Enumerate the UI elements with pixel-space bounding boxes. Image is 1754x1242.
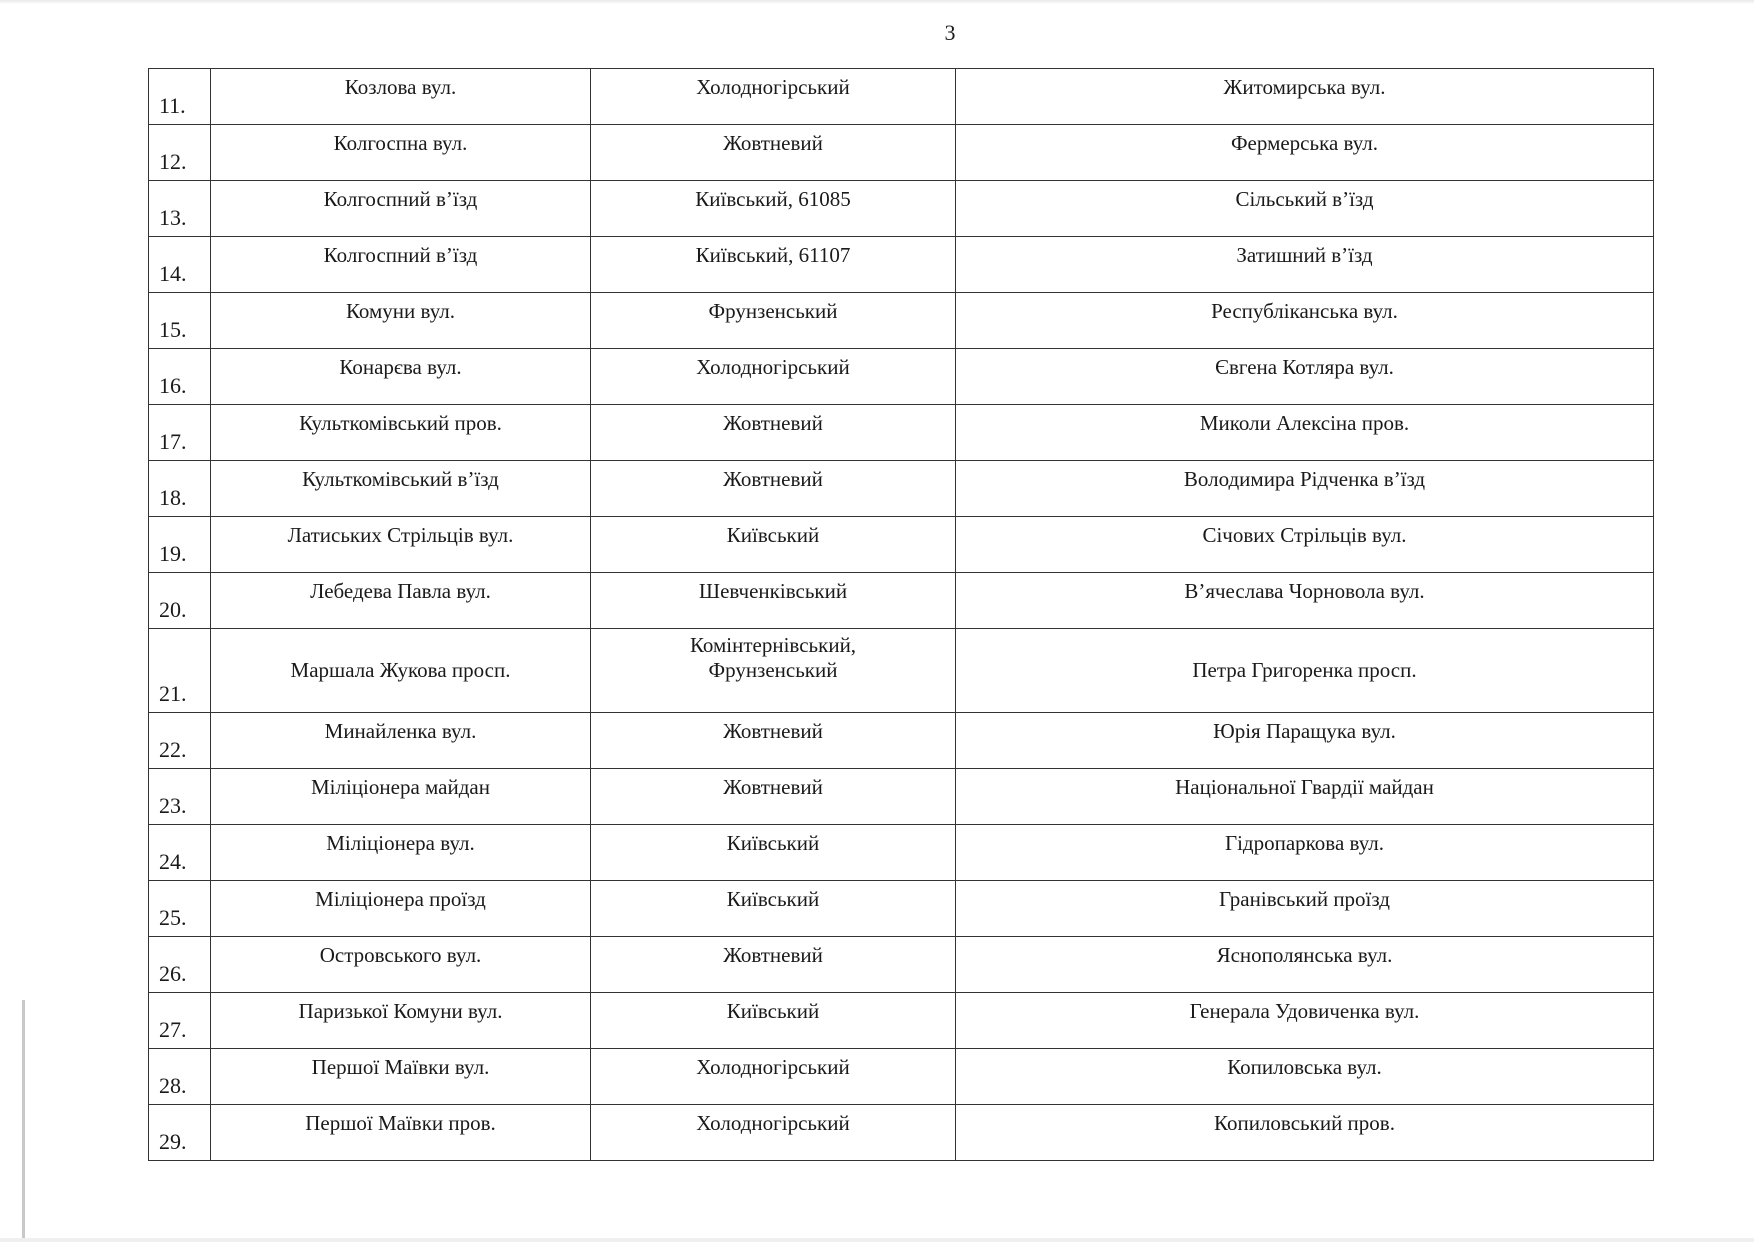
row-number: 27. bbox=[149, 993, 211, 1049]
district: Жовтневий bbox=[591, 461, 956, 517]
district: Київський, 61107 bbox=[591, 237, 956, 293]
table-row bbox=[149, 573, 1654, 629]
table-row bbox=[149, 405, 1654, 461]
new-street-name: Генерала Удовиченка вул. bbox=[956, 993, 1654, 1049]
new-street-name: Юрія Паращука вул. bbox=[956, 713, 1654, 769]
table-row bbox=[149, 125, 1654, 181]
table-row bbox=[149, 825, 1654, 881]
page-number: 3 bbox=[944, 20, 956, 45]
row-number: 22. bbox=[149, 713, 211, 769]
new-street-name: Житомирська вул. bbox=[956, 69, 1654, 125]
district: Шевченківський bbox=[591, 573, 956, 629]
street-rename-table bbox=[148, 68, 1654, 1161]
row-number: 12. bbox=[149, 125, 211, 181]
table-row bbox=[149, 517, 1654, 573]
district: Київський bbox=[591, 517, 956, 573]
new-street-name: Затишний в’їзд bbox=[956, 237, 1654, 293]
old-street-name: Міліціонера вул. bbox=[211, 825, 591, 881]
old-street-name: Минайленка вул. bbox=[211, 713, 591, 769]
row-number: 19. bbox=[149, 517, 211, 573]
table-row bbox=[149, 69, 1654, 125]
table-row bbox=[149, 629, 1654, 713]
district: Жовтневий bbox=[591, 937, 956, 993]
new-street-name: Фермерська вул. bbox=[956, 125, 1654, 181]
new-street-name: Національної Гвардії майдан bbox=[956, 769, 1654, 825]
new-street-name: Копиловська вул. bbox=[956, 1049, 1654, 1105]
row-number: 24. bbox=[149, 825, 211, 881]
row-number: 25. bbox=[149, 881, 211, 937]
new-street-name: Миколи Алексіна пров. bbox=[956, 405, 1654, 461]
row-number: 13. bbox=[149, 181, 211, 237]
new-street-name: Сільський в’їзд bbox=[956, 181, 1654, 237]
table-body bbox=[149, 69, 1654, 1161]
district-line: Фрунзенський bbox=[708, 658, 838, 682]
district: Фрунзенський bbox=[591, 293, 956, 349]
table-row bbox=[149, 349, 1654, 405]
table-row bbox=[149, 461, 1654, 517]
old-street-name: Колгоспний в’їзд bbox=[211, 181, 591, 237]
old-street-name: Конарєва вул. bbox=[211, 349, 591, 405]
row-number: 21. bbox=[149, 629, 211, 713]
old-street-name: Островського вул. bbox=[211, 937, 591, 993]
old-street-name: Культкомівський пров. bbox=[211, 405, 591, 461]
old-street-name: Колгоспний в’їзд bbox=[211, 237, 591, 293]
new-street-name: Січових Стрільців вул. bbox=[956, 517, 1654, 573]
district: Жовтневий bbox=[591, 125, 956, 181]
scan-edge-top bbox=[0, 0, 1754, 4]
district: Холодногірський bbox=[591, 1049, 956, 1105]
district: Жовтневий bbox=[591, 713, 956, 769]
row-number: 15. bbox=[149, 293, 211, 349]
new-street-name: Яснополянська вул. bbox=[956, 937, 1654, 993]
new-street-name: Євгена Котляра вул. bbox=[956, 349, 1654, 405]
row-number: 14. bbox=[149, 237, 211, 293]
new-street-name: Володимира Рідченка в’їзд bbox=[956, 461, 1654, 517]
old-street-name: Комуни вул. bbox=[211, 293, 591, 349]
new-street-name: Гранівський проїзд bbox=[956, 881, 1654, 937]
table-row bbox=[149, 937, 1654, 993]
row-number: 18. bbox=[149, 461, 211, 517]
old-street-name: Першої Маївки вул. bbox=[211, 1049, 591, 1105]
old-street-name: Латиських Стрільців вул. bbox=[211, 517, 591, 573]
new-street-name: Петра Григоренка просп. bbox=[956, 629, 1654, 713]
table-row bbox=[149, 993, 1654, 1049]
district: Холодногірський bbox=[591, 1105, 956, 1161]
district: Київський bbox=[591, 825, 956, 881]
row-number: 26. bbox=[149, 937, 211, 993]
new-street-name: В’ячеслава Чорновола вул. bbox=[956, 573, 1654, 629]
new-street-name: Гідропаркова вул. bbox=[956, 825, 1654, 881]
new-street-name: Республіканська вул. bbox=[956, 293, 1654, 349]
scan-edge-bottom bbox=[0, 1238, 1754, 1242]
district: Холодногірський bbox=[591, 349, 956, 405]
old-street-name: Міліціонера проїзд bbox=[211, 881, 591, 937]
row-number: 16. bbox=[149, 349, 211, 405]
old-street-name: Козлова вул. bbox=[211, 69, 591, 125]
district: Жовтневий bbox=[591, 405, 956, 461]
table-row bbox=[149, 181, 1654, 237]
table-row bbox=[149, 237, 1654, 293]
district: Жовтневий bbox=[591, 769, 956, 825]
old-street-name: Колгоспна вул. bbox=[211, 125, 591, 181]
district: Київський, 61085 bbox=[591, 181, 956, 237]
old-street-name: Лебедева Павла вул. bbox=[211, 573, 591, 629]
district-line: Комінтернівський, bbox=[689, 633, 857, 657]
row-number: 23. bbox=[149, 769, 211, 825]
row-number: 29. bbox=[149, 1105, 211, 1161]
old-street-name: Культкомівський в’їзд bbox=[211, 461, 591, 517]
row-number: 20. bbox=[149, 573, 211, 629]
old-street-name: Маршала Жукова просп. bbox=[211, 629, 591, 713]
district: Київський bbox=[591, 881, 956, 937]
district: Київський bbox=[591, 993, 956, 1049]
table-row bbox=[149, 881, 1654, 937]
district: Холодногірський bbox=[591, 69, 956, 125]
table-row bbox=[149, 769, 1654, 825]
row-number: 28. bbox=[149, 1049, 211, 1105]
old-street-name: Паризької Комуни вул. bbox=[211, 993, 591, 1049]
table-row bbox=[149, 1105, 1654, 1161]
table-row bbox=[149, 293, 1654, 349]
table-row bbox=[149, 713, 1654, 769]
row-number: 17. bbox=[149, 405, 211, 461]
old-street-name: Першої Маївки пров. bbox=[211, 1105, 591, 1161]
old-street-name: Міліціонера майдан bbox=[211, 769, 591, 825]
new-street-name: Копиловський пров. bbox=[956, 1105, 1654, 1161]
scan-edge-left bbox=[22, 1000, 25, 1242]
row-number: 11. bbox=[149, 69, 211, 125]
table-row bbox=[149, 1049, 1654, 1105]
district bbox=[591, 629, 956, 713]
